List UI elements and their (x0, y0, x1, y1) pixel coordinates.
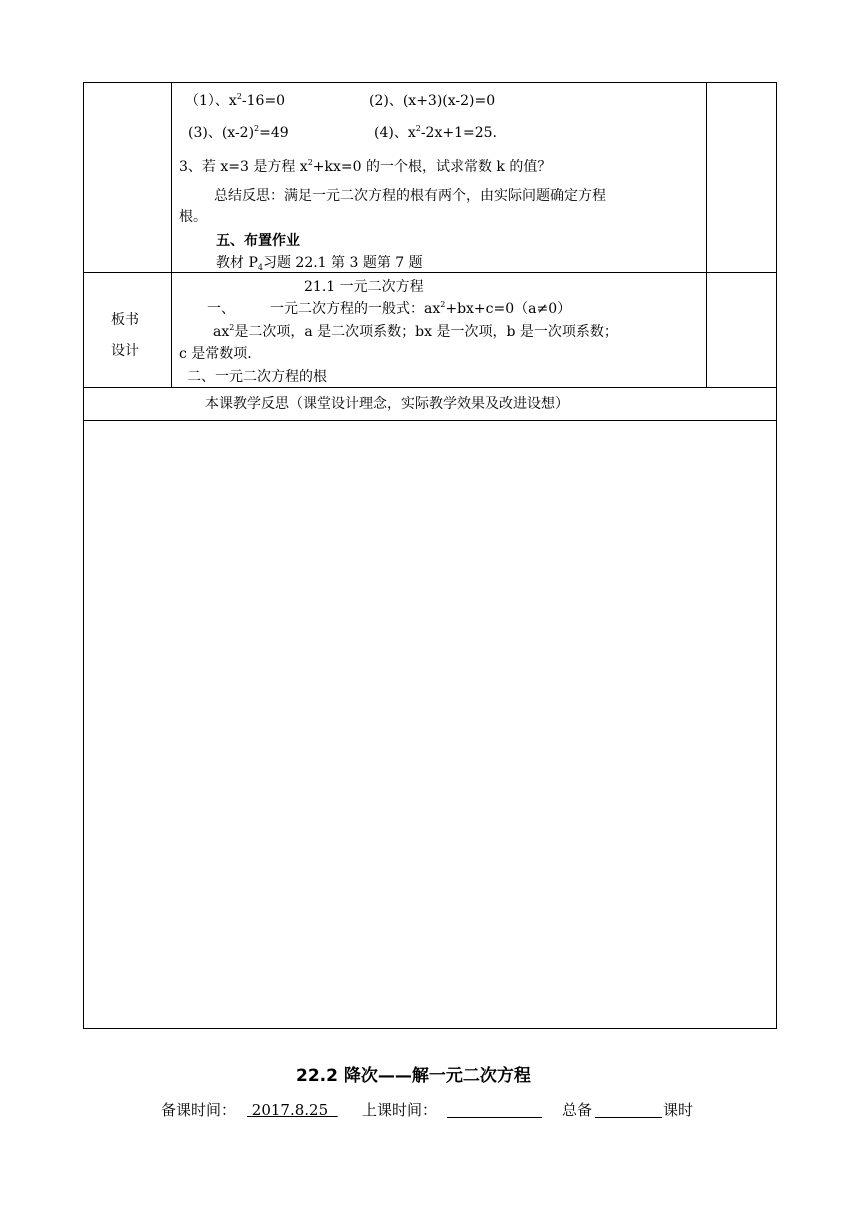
total-label: 总备 (562, 1101, 593, 1119)
total-blank[interactable] (595, 1117, 662, 1118)
table-border-bottom (83, 1028, 777, 1029)
row-divider-1 (83, 272, 777, 273)
equation-3: (3)、$(x-2)^2=49$ (188, 124, 289, 141)
board-item-1-constant: c 是常数项. (179, 346, 252, 362)
question-3: 3、若 x=3 是方程 $x^2+kx=0$ 的一个根，试求常数 k 的值？ (179, 158, 552, 175)
equation-2: (2)、(x+3)(x-2)=0 (369, 93, 496, 109)
table-border-top (83, 82, 777, 83)
column-divider-2 (706, 82, 707, 388)
equation-1: （1）、$x^2-16=0$ (185, 92, 286, 109)
column-divider-1 (171, 82, 172, 388)
table-border-right (776, 82, 777, 1029)
table-border-left (83, 82, 84, 1029)
class-time-blank[interactable] (447, 1117, 542, 1118)
prep-time-value: 2017.8.25 (251, 1101, 329, 1119)
equation-4: (4)、$x^2-2x+1=25$. (374, 124, 497, 141)
reflection-header: 本课教学反思（课堂设计理念，实际教学效果及改进设想） (205, 396, 569, 412)
class-time-label: 上课时间： (362, 1101, 438, 1119)
summary-line-1: 总结反思：满足一元二次方程的根有两个，由实际问题确定方程 (214, 188, 606, 204)
total-suffix: 课时 (663, 1101, 694, 1119)
row-divider-3 (83, 420, 777, 421)
next-lesson-heading: 22.2 降次——解一元二次方程 (296, 1066, 531, 1086)
row-divider-2 (83, 387, 777, 388)
board-title: 21.1 一元二次方程 (304, 279, 424, 295)
row-label-line-2: 设计 (111, 343, 139, 359)
prep-time-label: 备课时间： (161, 1101, 237, 1119)
board-item-1: 一元二次方程的一般式：$ax^2+bx+c=0(a\ne 0)$ (270, 300, 572, 317)
homework-text: 教材 $P_4$习题 22.1 第 3 题第 7 题 (216, 255, 423, 272)
section-heading-homework: 五、布置作业 (216, 233, 300, 249)
row-label-line-1: 板书 (111, 312, 139, 328)
summary-line-2: 根。 (179, 209, 207, 225)
board-item-1-detail: $ax^2$是二次项，a 是二次项系数；bx 是一次项，b 是一次项系数； (213, 323, 618, 340)
board-item-1-number: 一、 (207, 301, 235, 317)
board-item-2: 二、一元二次方程的根 (187, 369, 327, 385)
